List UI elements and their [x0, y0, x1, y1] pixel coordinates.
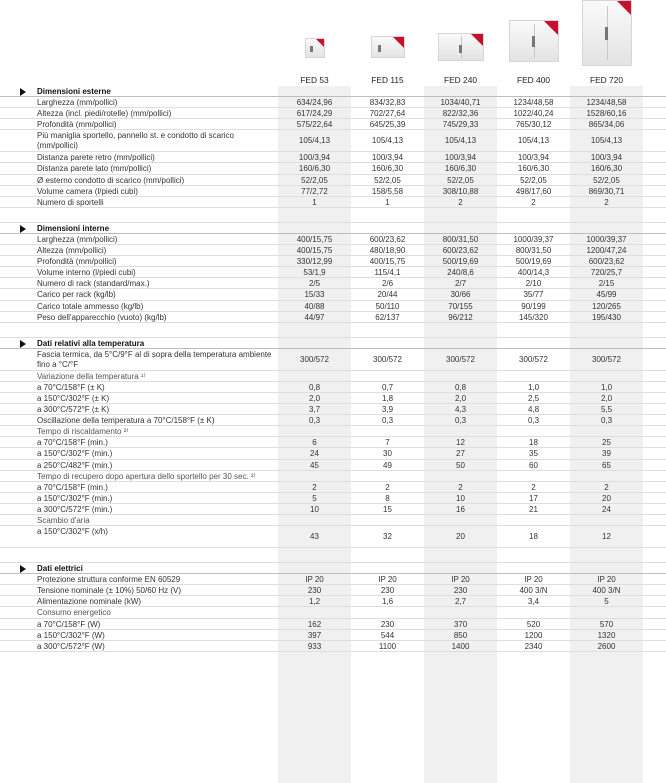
cell-value: 2 — [458, 482, 463, 492]
cell-value: 1,8 — [381, 393, 394, 403]
cell-value: 100/3,94 — [371, 153, 404, 163]
cell-value: 52/2,05 — [301, 175, 328, 185]
oven-image — [582, 0, 632, 66]
cell-value: 52/2,05 — [447, 175, 474, 185]
cell-value: 600/23,62 — [369, 234, 406, 244]
row-label: Distanza parete retro (mm/pollici) — [37, 153, 155, 163]
brand-corner-icon — [617, 1, 631, 15]
table-row — [0, 234, 666, 245]
cell-value: 45/99 — [596, 290, 617, 300]
table-row — [0, 437, 666, 448]
table-row — [0, 607, 666, 618]
cell-value: 834/32,83 — [369, 98, 406, 108]
cell-value: 600/23,62 — [442, 246, 479, 256]
cell-value: 3,4 — [527, 597, 540, 607]
cell-value: 27 — [456, 449, 465, 459]
row-label: Larghezza (mm/pollici) — [37, 234, 118, 244]
table-row — [0, 256, 666, 267]
table-row — [0, 630, 666, 641]
cell-value: 1528/60,16 — [586, 109, 627, 119]
section-gap — [0, 323, 666, 338]
cell-value: 45 — [310, 460, 319, 470]
section-title: Dimensioni esterne — [37, 87, 111, 96]
brand-corner-icon — [316, 39, 324, 47]
cell-value: 160/6,30 — [590, 164, 623, 174]
cell-value: 145/320 — [519, 312, 548, 322]
section-gap — [0, 208, 666, 223]
cell-value: 600/23,62 — [588, 257, 625, 267]
row-label: Consumo energetico — [37, 608, 111, 618]
cell-value: IP 20 — [524, 575, 543, 585]
cell-value: 12 — [456, 438, 465, 448]
model-label: FED 240 — [443, 75, 478, 85]
cell-value: 10 — [456, 493, 465, 503]
row-label: a 70°C/158°F (min.) — [37, 438, 108, 448]
cell-value: 1234/48,58 — [513, 98, 554, 108]
cell-value: 1200 — [524, 630, 543, 640]
cell-value: 20/44 — [377, 290, 398, 300]
cell-value: 49 — [383, 460, 392, 470]
cell-value: 32 — [383, 532, 392, 542]
table-row — [0, 460, 666, 471]
row-label: a 70°C/158°F (min.) — [37, 482, 108, 492]
cell-value: 35/77 — [523, 290, 544, 300]
cell-value: 15/33 — [304, 290, 325, 300]
row-label: Profondità (mm/pollici) — [37, 257, 117, 267]
oven-image — [305, 38, 325, 58]
model-column-fed-240 — [424, 0, 497, 86]
cell-value: 702/27,64 — [369, 109, 406, 119]
cell-value: 115/4,1 — [374, 268, 401, 278]
table-row — [0, 574, 666, 585]
cell-value: 300/572 — [446, 354, 475, 364]
cell-value: 16 — [456, 504, 465, 514]
row-label: a 150°C/302°F (± K) — [37, 393, 110, 403]
row-label: Più maniglia sportello, pannello st. e condotto di scarico (mm/pollici) — [37, 131, 234, 151]
handle-icon — [310, 46, 313, 52]
cell-value: 30/66 — [450, 290, 471, 300]
row-label: Tempo di recupero dopo apertura dello sportello per 30 sec. ²⁾ — [37, 471, 256, 481]
triangle-bullet-icon — [20, 88, 26, 96]
cell-value: 745/29,33 — [442, 120, 479, 130]
cell-value: 617/24,29 — [296, 109, 333, 119]
cell-value: 50/110 — [375, 301, 400, 311]
cell-value: 1022/40,24 — [513, 109, 554, 119]
cell-value: 0,3 — [600, 416, 613, 426]
handle-icon — [378, 45, 381, 52]
row-label: Variazione della temperatura ¹⁾ — [37, 371, 146, 381]
cell-value: 5 — [604, 597, 609, 607]
cell-value: 520 — [526, 619, 541, 629]
table-row — [0, 596, 666, 607]
cell-value: 62/137 — [375, 312, 400, 322]
cell-value: 43 — [310, 532, 319, 542]
cell-value: 765/30,12 — [515, 120, 552, 130]
cell-value: 160/6,30 — [444, 164, 477, 174]
cell-value: 12 — [602, 532, 611, 542]
row-label: Peso dell'apparecchio (vuoto) (kg/lb) — [37, 312, 167, 322]
row-label: Alimentazione nominale (kW) — [37, 597, 142, 607]
row-label: Scambio d'aria — [37, 516, 90, 525]
cell-value: 400/14,3 — [517, 268, 550, 278]
cell-value: 1000/39,37 — [586, 234, 627, 244]
cell-value: 4,8 — [527, 405, 540, 415]
cell-value: 160/6,30 — [371, 164, 404, 174]
table-row — [0, 415, 666, 426]
cell-value: 865/34,06 — [588, 120, 625, 130]
cell-value: 822/32,36 — [442, 109, 479, 119]
cell-value: 100/3,94 — [517, 153, 550, 163]
cell-value: 39 — [602, 449, 611, 459]
cell-value: 2/10 — [525, 279, 542, 289]
cell-value: 2 — [531, 197, 536, 207]
model-column-fed-115 — [351, 0, 424, 86]
cell-value: 2/7 — [454, 279, 467, 289]
cell-value: 400/15,75 — [296, 234, 333, 244]
cell-value: 2600 — [597, 641, 616, 651]
cell-value: 24 — [602, 504, 611, 514]
section-title: Dati relativi alla temperatura — [37, 338, 145, 348]
cell-value: 3,7 — [308, 405, 321, 415]
cell-value: 300/572 — [592, 354, 621, 364]
row-label: a 70°C/158°F (± K) — [37, 382, 105, 392]
table-row — [0, 175, 666, 186]
table-row — [0, 301, 666, 312]
table-row — [0, 619, 666, 630]
cell-value: 1034/40,71 — [440, 98, 481, 108]
table-row — [0, 504, 666, 515]
table-row — [0, 426, 666, 437]
cell-value: 52/2,05 — [593, 175, 620, 185]
cell-value: 575/22,64 — [296, 120, 333, 130]
cell-value: 105/4,13 — [444, 136, 477, 146]
cell-value: 40/88 — [304, 301, 325, 311]
cell-value: 645/25,39 — [369, 120, 406, 130]
model-label: FED 53 — [300, 75, 329, 85]
cell-value: 60 — [529, 460, 538, 470]
cell-value: 195/430 — [592, 312, 621, 322]
cell-value: 1100 — [378, 641, 397, 651]
cell-value: 96/212 — [448, 312, 473, 322]
cell-value: IP 20 — [597, 575, 616, 585]
oven-image — [509, 20, 559, 62]
cell-value: 308/10,88 — [442, 186, 479, 196]
cell-value: 0,3 — [527, 416, 540, 426]
triangle-bullet-icon — [20, 340, 26, 348]
cell-value: 1,0 — [600, 382, 613, 392]
cell-value: 65 — [602, 460, 611, 470]
cell-value: 570 — [599, 619, 614, 629]
cell-value: 230 — [453, 586, 468, 596]
cell-value: 35 — [529, 449, 538, 459]
row-label: Carico per rack (kg/lb) — [37, 290, 116, 300]
cell-value: 500/19,69 — [515, 257, 552, 267]
table-row — [0, 641, 666, 652]
cell-value: 300/572 — [373, 354, 402, 364]
cell-value: 240/8,6 — [447, 268, 474, 278]
row-label: Distanza parete lato (mm/pollici) — [37, 164, 152, 174]
cell-value: 0,8 — [308, 382, 321, 392]
cell-value: 2/15 — [598, 279, 615, 289]
table-row — [0, 471, 666, 482]
table-row — [0, 585, 666, 596]
cell-value: 7 — [385, 438, 390, 448]
spec-table — [0, 86, 666, 652]
cell-value: 0,7 — [381, 382, 394, 392]
cell-value: 2 — [458, 197, 463, 207]
cell-value: 105/4,13 — [298, 136, 331, 146]
section-title: Dimensioni interne — [37, 223, 110, 233]
row-label: a 70°C/158°F (W) — [37, 619, 101, 629]
row-label: Altezza (incl. piedi/rotelle) (mm/pollici) — [37, 109, 172, 119]
cell-value: 2 — [312, 482, 317, 492]
table-row — [0, 393, 666, 404]
cell-value: 2340 — [524, 641, 543, 651]
row-label: Profondità (mm/pollici) — [37, 120, 117, 130]
cell-value: 300/572 — [519, 354, 548, 364]
cell-value: 160/6,30 — [517, 164, 550, 174]
cell-value: 70/155 — [448, 301, 473, 311]
cell-value: 50 — [456, 460, 465, 470]
cell-value: 3,9 — [381, 405, 394, 415]
section-title: Dati elettrici — [37, 564, 83, 574]
cell-value: 800/31,50 — [515, 246, 552, 256]
cell-value: 400/15,75 — [296, 246, 333, 256]
cell-value: 6 — [312, 438, 317, 448]
table-row — [0, 245, 666, 256]
row-label: a 150°C/302°F (min.) — [37, 449, 113, 459]
model-label: FED 400 — [516, 75, 551, 85]
cell-value: 2,5 — [527, 393, 540, 403]
row-label: a 300°C/572°F (W) — [37, 641, 105, 651]
cell-value: 120/265 — [592, 301, 621, 311]
table-row — [0, 186, 666, 197]
table-row — [0, 152, 666, 163]
cell-value: 400 3/N — [592, 586, 621, 596]
cell-value: 52/2,05 — [520, 175, 547, 185]
cell-value: 800/31,50 — [442, 234, 479, 244]
table-row — [0, 267, 666, 278]
cell-value: IP 20 — [451, 575, 470, 585]
cell-value: 1400 — [451, 641, 470, 651]
row-label: Ø esterno condotto di scarico (mm/pollici) — [37, 175, 185, 185]
cell-value: 1 — [385, 197, 390, 207]
row-label: Protezione struttura conforme EN 60529 — [37, 575, 181, 585]
model-label: FED 115 — [371, 75, 404, 85]
cell-value: 160/6,30 — [298, 164, 331, 174]
cell-value: 158/5,58 — [371, 186, 404, 196]
row-label: Larghezza (mm/pollici) — [37, 98, 118, 108]
table-row — [0, 526, 666, 548]
table-row — [0, 197, 666, 208]
row-label: Volume camera (l/piedi cubi) — [37, 186, 138, 196]
table-row — [0, 312, 666, 323]
cell-value: 90/199 — [521, 301, 546, 311]
row-label: Tensione nominale (± 10%) 50/60 Hz (V) — [37, 586, 182, 596]
cell-value: 0,8 — [454, 382, 467, 392]
section-gap — [0, 548, 666, 563]
row-label: Carico totale ammesso (kg/lb) — [37, 301, 144, 311]
brand-corner-icon — [544, 21, 558, 35]
cell-value: 300/572 — [300, 354, 329, 364]
row-label: a 150°C/302°F (min.) — [37, 493, 113, 503]
handle-icon — [532, 36, 535, 47]
row-label: a 150°C/302°F (W) — [37, 630, 105, 640]
row-label: a 300°C/572°F (min.) — [37, 504, 113, 514]
cell-value: 105/4,13 — [590, 136, 623, 146]
row-label: Numero di rack (standard/max.) — [37, 279, 150, 289]
row-label: Fascia termica, da 5°C/9°F al di sopra della temperatura ambiente fino a °C/°F — [37, 349, 272, 369]
handle-icon — [605, 27, 608, 40]
model-column-fed-400 — [497, 0, 570, 86]
cell-value: 720/25,7 — [590, 268, 623, 278]
cell-value: 480/18,90 — [369, 246, 406, 256]
cell-value: 8 — [385, 493, 390, 503]
row-label: Oscillazione della temperatura a 70°C/158°F (± K) — [37, 416, 215, 426]
cell-value: 2 — [604, 482, 609, 492]
oven-image — [371, 36, 405, 58]
cell-value: 100/3,94 — [298, 153, 331, 163]
cell-value: 1234/48,58 — [586, 98, 627, 108]
cell-value: 1 — [312, 197, 317, 207]
cell-value: 1,2 — [308, 597, 321, 607]
table-row — [0, 404, 666, 415]
table-row — [0, 130, 666, 152]
cell-value: 1320 — [597, 630, 616, 640]
cell-value: 162 — [307, 619, 322, 629]
section-header — [0, 338, 666, 349]
cell-value: 400/15,75 — [369, 257, 406, 267]
oven-image — [438, 33, 484, 61]
cell-value: 25 — [602, 438, 611, 448]
table-row — [0, 278, 666, 289]
table-row — [0, 108, 666, 119]
table-row — [0, 493, 666, 504]
cell-value: 2,0 — [454, 393, 467, 403]
cell-value: 0,3 — [381, 416, 394, 426]
cell-value: 1,0 — [527, 382, 540, 392]
cell-value: 330/12,99 — [296, 257, 333, 267]
cell-value: 52/2,05 — [374, 175, 401, 185]
cell-value: 400 3/N — [519, 586, 548, 596]
cell-value: 18 — [529, 438, 538, 448]
table-row — [0, 119, 666, 130]
cell-value: 100/3,94 — [444, 153, 477, 163]
cell-value: 500/19,69 — [442, 257, 479, 267]
cell-value: 230 — [307, 586, 322, 596]
cell-value: 24 — [310, 449, 319, 459]
handle-icon — [459, 45, 462, 53]
row-label: Altezza (mm/pollici) — [37, 246, 107, 256]
triangle-bullet-icon — [20, 565, 26, 573]
table-row — [0, 482, 666, 493]
cell-value: 20 — [456, 532, 465, 542]
cell-value: 10 — [310, 504, 319, 514]
cell-value: 933 — [307, 641, 322, 651]
cell-value: 30 — [383, 449, 392, 459]
cell-value: 77/2,72 — [301, 186, 328, 196]
table-row — [0, 382, 666, 393]
cell-value: 230 — [380, 586, 395, 596]
cell-value: 5 — [312, 493, 317, 503]
model-column-fed-720 — [570, 0, 643, 86]
model-header — [0, 0, 666, 86]
cell-value: 397 — [307, 630, 322, 640]
cell-value: 2/5 — [308, 279, 321, 289]
cell-value: 1000/39,37 — [513, 234, 554, 244]
cell-value: 544 — [380, 630, 395, 640]
triangle-bullet-icon — [20, 225, 26, 233]
table-row — [0, 97, 666, 108]
cell-value: 4,3 — [454, 405, 467, 415]
cell-value: 634/24,96 — [296, 98, 333, 108]
cell-value: 2/6 — [381, 279, 394, 289]
cell-value: 53/1,9 — [303, 268, 326, 278]
row-label: Numero di sportelli — [37, 197, 104, 207]
row-label: a 300°C/572°F (± K) — [37, 405, 110, 415]
cell-value: 498/17,60 — [515, 186, 552, 196]
cell-value: 21 — [529, 504, 538, 514]
cell-value: 20 — [602, 493, 611, 503]
cell-value: 17 — [529, 493, 538, 503]
cell-value: 850 — [453, 630, 468, 640]
cell-value: 2 — [385, 482, 390, 492]
brand-corner-icon — [471, 34, 483, 46]
row-label: a 150°C/302°F (x/h) — [37, 527, 108, 537]
cell-value: 2 — [604, 197, 609, 207]
section-header — [0, 86, 666, 97]
cell-value: 1200/47,24 — [586, 246, 627, 256]
cell-value: 2,0 — [308, 393, 321, 403]
cell-value: 1,6 — [381, 597, 394, 607]
cell-value: 869/30,71 — [588, 186, 625, 196]
cell-value: IP 20 — [305, 575, 324, 585]
cell-value: 2,7 — [454, 597, 467, 607]
table-row — [0, 448, 666, 459]
cell-value: 370 — [453, 619, 468, 629]
cell-value: 15 — [383, 504, 392, 514]
table-row — [0, 289, 666, 300]
brand-corner-icon — [393, 37, 404, 48]
model-label: FED 720 — [589, 75, 624, 85]
section-header — [0, 563, 666, 574]
table-row — [0, 515, 666, 526]
cell-value: 105/4,13 — [517, 136, 550, 146]
table-row — [0, 349, 666, 371]
cell-value: 230 — [380, 619, 395, 629]
section-header — [0, 223, 666, 234]
table-row — [0, 371, 666, 382]
cell-value: 5,5 — [600, 405, 613, 415]
cell-value: 2,0 — [600, 393, 613, 403]
cell-value: 0,3 — [454, 416, 467, 426]
row-label: Volume interno (l/piedi cubi) — [37, 268, 136, 278]
table-row — [0, 163, 666, 174]
cell-value: 44/97 — [304, 312, 325, 322]
cell-value: 18 — [529, 532, 538, 542]
model-column-fed-53 — [278, 0, 351, 86]
row-label: Tempo di riscaldamento ²⁾ — [37, 427, 129, 437]
cell-value: IP 20 — [378, 575, 397, 585]
cell-value: 0,3 — [308, 416, 321, 426]
row-label: a 250°C/482°F (min.) — [37, 460, 113, 470]
cell-value: 105/4,13 — [371, 136, 404, 146]
cell-value: 2 — [531, 482, 536, 492]
cell-value: 100/3,94 — [590, 153, 623, 163]
